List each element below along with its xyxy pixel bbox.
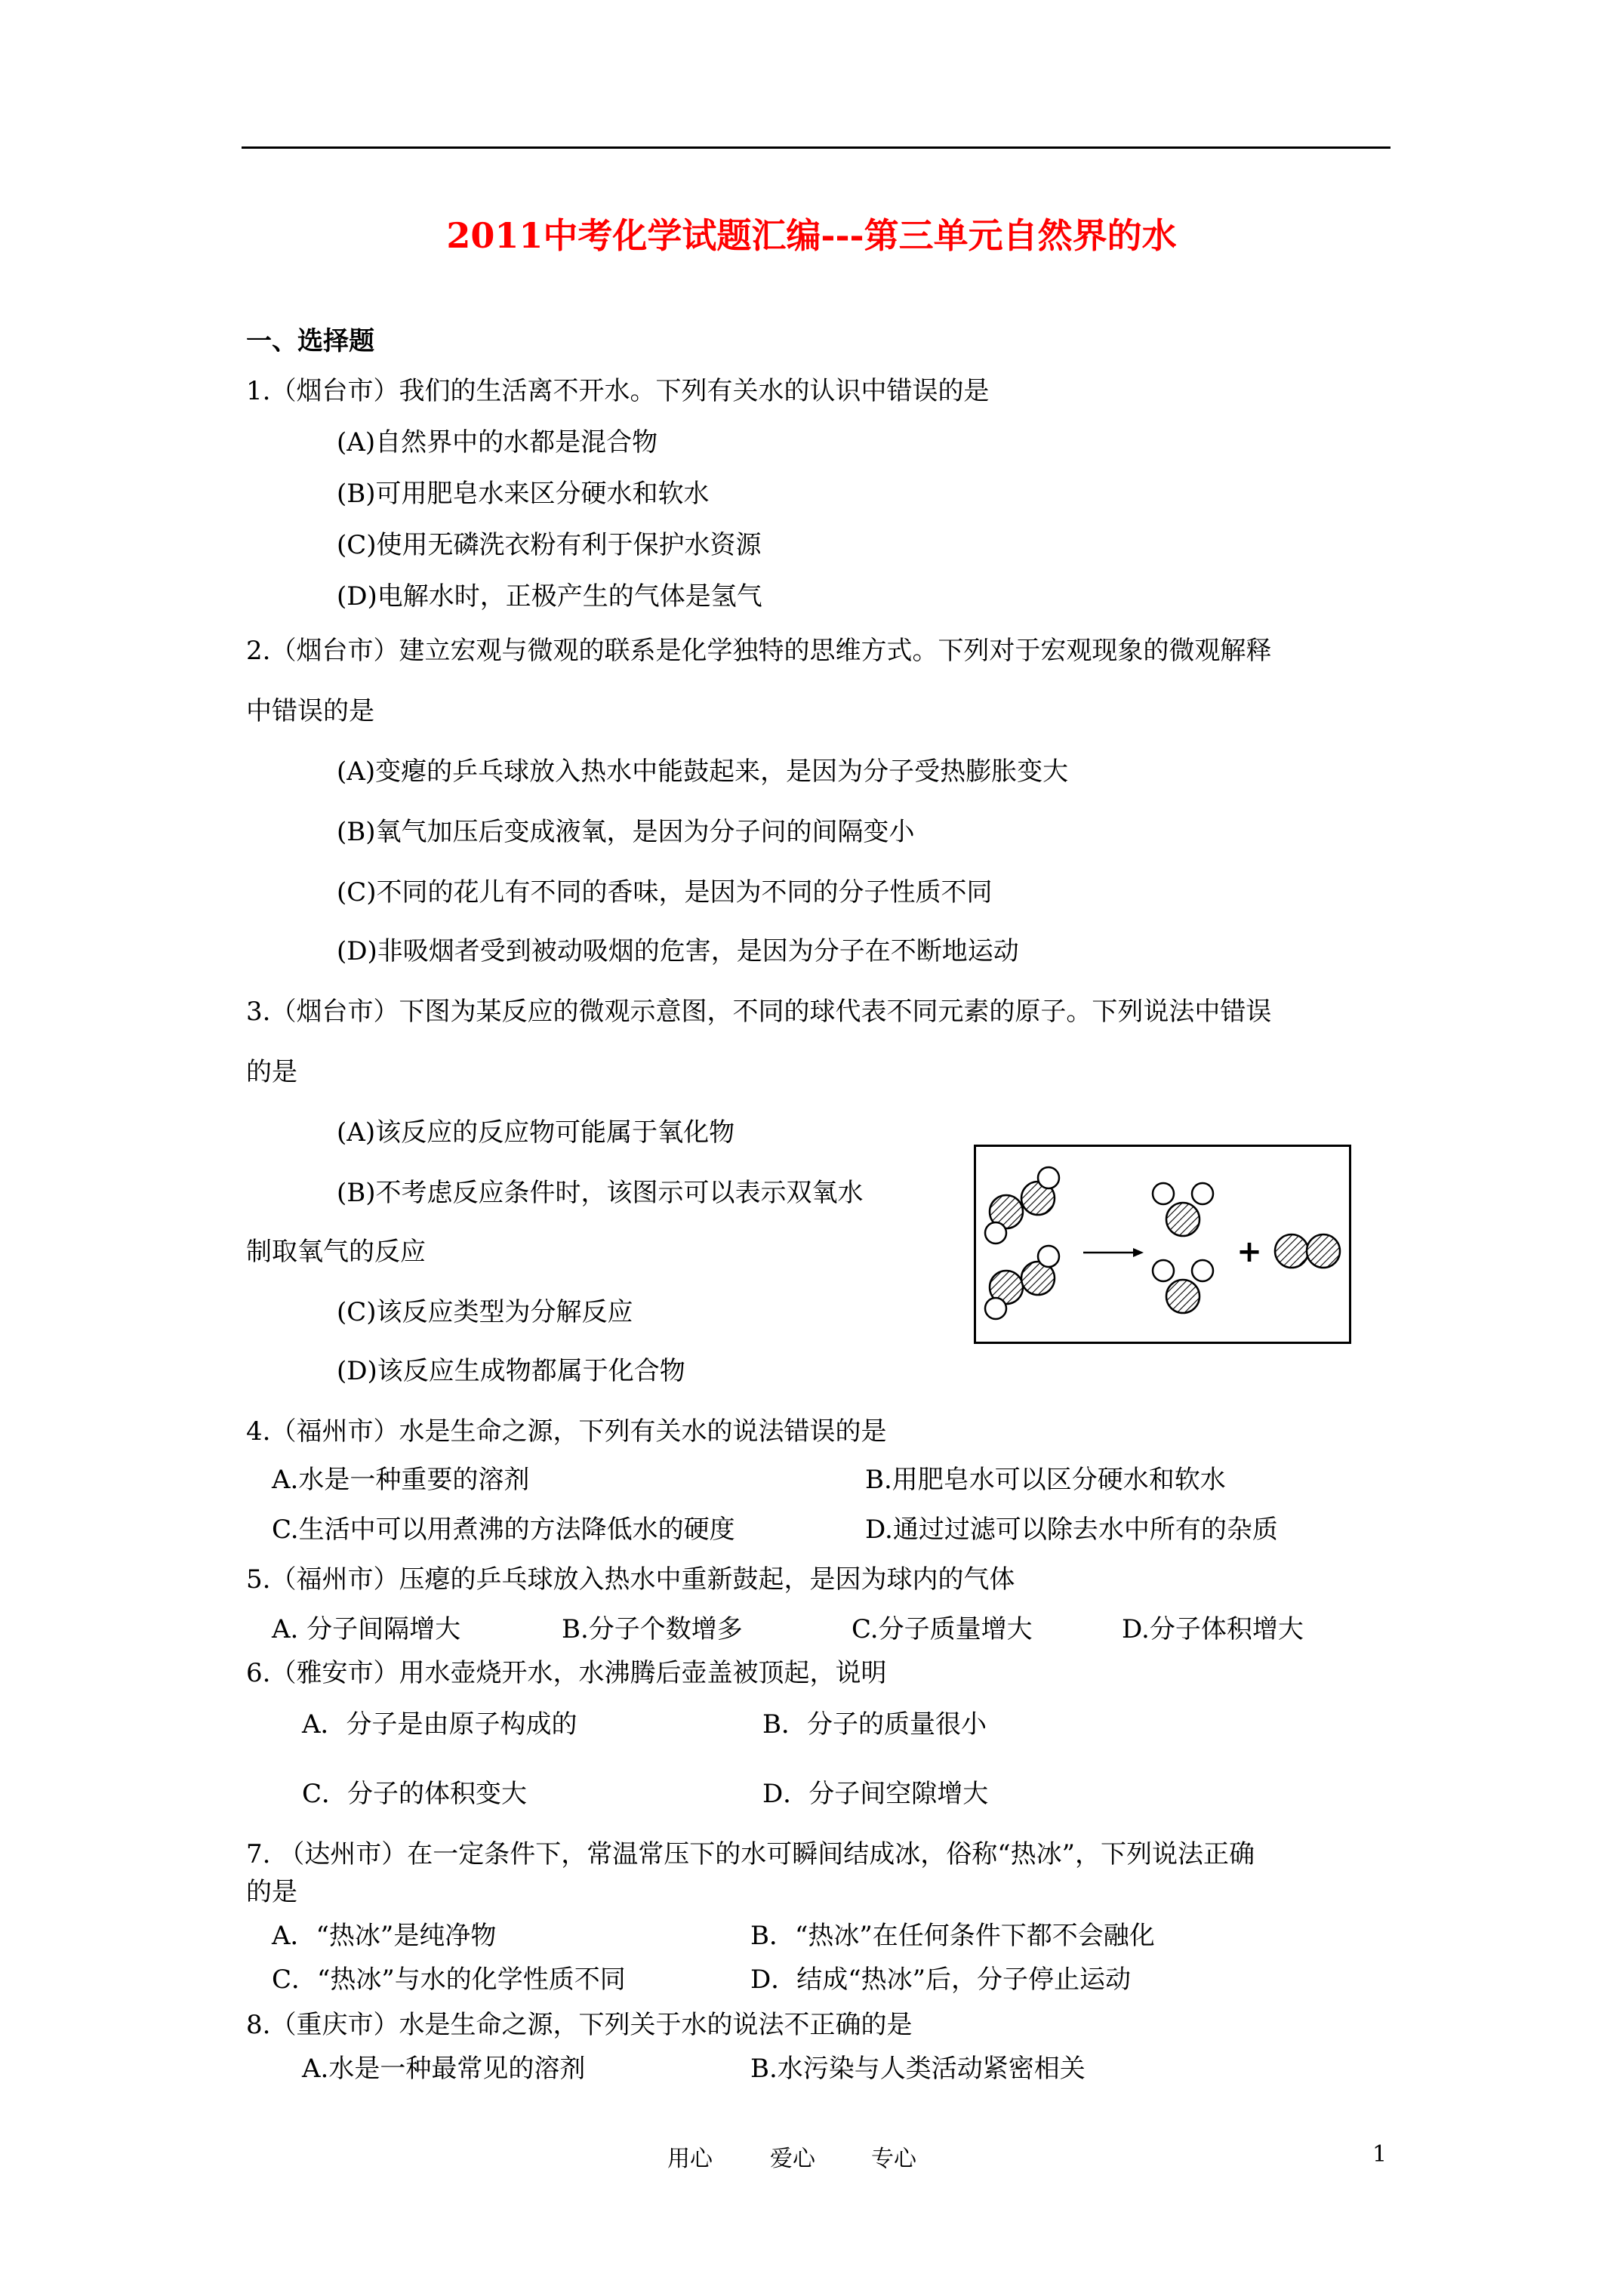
page-number: 1	[1372, 2141, 1387, 2168]
q4-stem: 4.（福州市）水是生命之源，下列有关水的说法错误的是	[246, 1416, 887, 1447]
atom-white	[1192, 1183, 1213, 1204]
q3-stem-line2: 的是	[246, 1057, 297, 1087]
atom-hatched	[1166, 1280, 1200, 1313]
q6-option-b: B．分子的质量很小	[762, 1709, 987, 1740]
q1-option-b: (B)可用肥皂水来区分硬水和软水	[337, 479, 710, 509]
q2-option-a: (A)变瘪的乒乓球放入热水中能鼓起来，是因为分子受热膨胀变大	[337, 757, 1069, 787]
q2-option-d: (D)非吸烟者受到被动吸烟的危害，是因为分子在不断地运动	[337, 936, 1019, 966]
plus-sign: +	[1236, 1234, 1262, 1269]
atom-white	[985, 1222, 1006, 1244]
q4-option-b: B.用肥皂水可以区分硬水和软水	[865, 1465, 1226, 1495]
q3-stem-line1: 3.（烟台市）下图为某反应的微观示意图，不同的球代表不同元素的原子。下列说法中错误	[246, 997, 1272, 1027]
footer-motto-1: 用心	[667, 2146, 713, 2172]
q8-stem: 8.（重庆市）水是生命之源，下列关于水的说法不正确的是	[246, 2010, 913, 2040]
q6-option-c: C．分子的体积变大	[302, 1779, 528, 1809]
q1-option-c: (C)使用无磷洗衣粉有利于保护水资源	[337, 530, 762, 560]
q5-stem: 5.（福州市）压瘪的乒乓球放入热水中重新鼓起，是因为球内的气体	[246, 1564, 1015, 1595]
q2-stem-line2: 中错误的是	[246, 696, 374, 726]
q7-stem-line2: 的是	[246, 1877, 297, 1907]
header-rule	[242, 146, 1390, 149]
atom-white	[1192, 1260, 1213, 1281]
atom-hatched	[1307, 1234, 1340, 1268]
arrow-head	[1133, 1248, 1144, 1257]
atom-hatched	[1166, 1203, 1200, 1236]
q7-option-d: D．结成“热冰”后，分子停止运动	[750, 1965, 1132, 1995]
q7-option-a: A．“热冰”是纯净物	[272, 1921, 497, 1951]
atom-white	[1153, 1260, 1174, 1281]
atom-white	[1038, 1167, 1059, 1188]
q1-stem: 1.（烟台市）我们的生活离不开水。下列有关水的认识中错误的是	[246, 376, 990, 406]
q2-option-c: (C)不同的花儿有不同的香味，是因为不同的分子性质不同	[337, 877, 993, 908]
atom-white	[1153, 1183, 1174, 1204]
q3-option-a: (A)该反应的反应物可能属于氧化物	[337, 1117, 735, 1148]
q6-option-d: D．分子间空隙增大	[762, 1779, 989, 1809]
section-heading: 一、选择题	[246, 326, 374, 356]
reaction-diagram-figure	[976, 1147, 1349, 1342]
q3-option-b-line1: (B)不考虑反应条件时，该图示可以表示双氧水	[337, 1178, 864, 1208]
q8-option-a: A.水是一种最常见的溶剂	[302, 2054, 586, 2084]
footer-motto-3: 专心	[871, 2146, 916, 2172]
q3-option-d: (D)该反应生成物都属于化合物	[337, 1356, 685, 1386]
q7-option-b: B．“热冰”在任何条件下都不会融化	[750, 1921, 1155, 1951]
q1-option-a: (A)自然界中的水都是混合物	[337, 427, 658, 458]
q4-option-a: A.水是一种重要的溶剂	[272, 1465, 530, 1495]
atom-white	[1038, 1246, 1059, 1267]
q4-option-d: D.通过过滤可以除去水中所有的杂质	[865, 1515, 1278, 1545]
footer-motto-2: 爱心	[770, 2146, 815, 2172]
page-title: 2011中考化学试题汇编---第三单元自然界的水	[446, 215, 1177, 256]
atom-white	[985, 1298, 1006, 1319]
q7-option-c: C．“热冰”与水的化学性质不同	[272, 1965, 626, 1995]
q7-stem-line1: 7. （达州市）在一定条件下，常温常压下的水可瞬间结成冰，俗称“热冰”，下列说法正确	[246, 1839, 1255, 1869]
atom-hatched	[1275, 1234, 1308, 1268]
reaction-diagram	[974, 1145, 1351, 1344]
q2-stem-line1: 2.（烟台市）建立宏观与微观的联系是化学独特的思维方式。下列对于宏观现象的微观解释	[246, 636, 1272, 666]
q1-option-d: (D)电解水时，正极产生的气体是氢气	[337, 581, 762, 612]
q5-option-b: B.分子个数增多	[562, 1614, 743, 1644]
q3-option-c: (C)该反应类型为分解反应	[337, 1297, 633, 1327]
q5-option-a: A. 分子间隔增大	[272, 1614, 461, 1644]
q5-option-c: C.分子质量增大	[852, 1614, 1033, 1644]
q5-option-d: D.分子体积增大	[1122, 1614, 1304, 1644]
q2-option-b: (B)氧气加压后变成液氧，是因为分子问的间隔变小	[337, 817, 915, 847]
q6-stem: 6.（雅安市）用水壶烧开水，水沸腾后壶盖被顶起，说明	[246, 1658, 887, 1688]
q4-option-c: C.生活中可以用煮沸的方法降低水的硬度	[272, 1515, 735, 1545]
q6-option-a: A．分子是由原子构成的	[302, 1709, 577, 1740]
q8-option-b: B.水污染与人类活动紧密相关	[750, 2054, 1086, 2084]
q3-option-b-line2: 制取氧气的反应	[246, 1237, 426, 1267]
